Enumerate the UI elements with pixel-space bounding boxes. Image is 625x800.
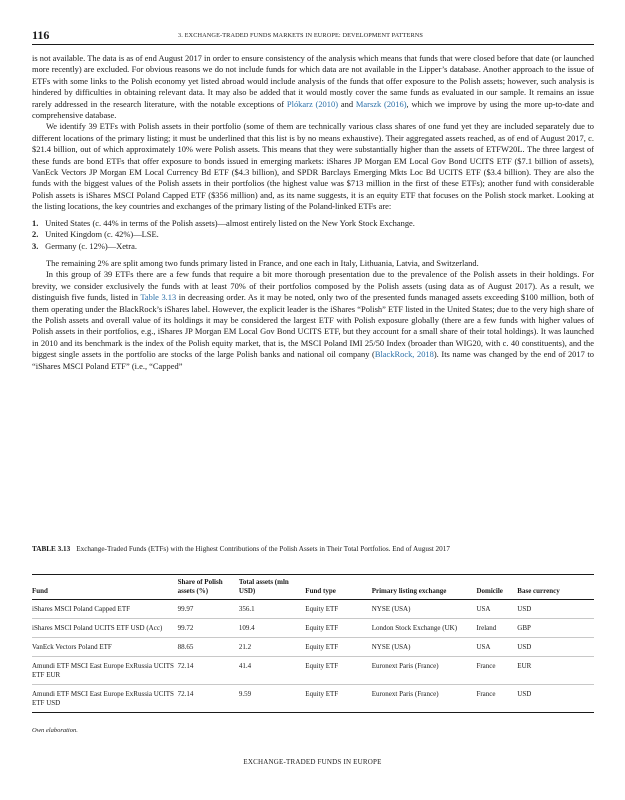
table-header-row — [32, 575, 594, 600]
table-source-note: Own elaboration. — [32, 727, 78, 734]
table-cell: 109.4 — [238, 624, 255, 632]
table-caption — [32, 545, 592, 555]
table-cell: London Stock Exchange (UK) — [371, 624, 458, 632]
table-cell: Equity ETF — [305, 662, 339, 670]
table-cell: USD — [517, 690, 532, 698]
table-cell: 88.65 — [177, 643, 194, 651]
column-header: Total assets (mln USD) — [238, 578, 289, 595]
table-row — [32, 619, 594, 638]
table-cell: 72.14 — [177, 690, 194, 698]
body-text — [32, 53, 594, 372]
table-cell: 72.14 — [177, 662, 194, 670]
paragraph-1: is not available. The data is as of end August 2017 in order to ensure consistency of the analysis which means that funds that were closed before that date (or launched more recently) are excluded. For obvious reasons we do not include funds for which data are not available in the Lipper’s database. Another approach to the issue of ETFs with some links to the Polish economy yet listed abroad would include analysis of the funds that offer exposure to the Polish assets; however, such analysis is hindered by difficulties in obtaining relevant data. It may also be added that it would mostly cover the same funds as evaluated in our sample. It remains an issue rarely addressed in the research literature, with the notable exceptions of Plókarz (2010) and Marszk (2016), which we improve by using the more up-to-date and comprehensive database. — [32, 53, 594, 121]
listing-countries-list — [32, 218, 594, 252]
table-row — [32, 685, 594, 713]
table-cell: NYSE (USA) — [371, 605, 411, 613]
list-item: 1. United States (c. 44% in terms of the Polish assets)—almost entirely listed on the New York Stock Exchange. — [32, 217, 415, 228]
table-cell: NYSE (USA) — [371, 643, 411, 651]
table-cell: 356.1 — [238, 605, 255, 613]
page-number: 116 — [32, 28, 50, 42]
table-cell: USA — [476, 643, 491, 651]
table-row — [32, 600, 594, 619]
table-reference-link[interactable]: Table 3.13 — [140, 292, 177, 303]
table-label: TABLE 3.13 — [32, 545, 71, 553]
column-header: Fund — [32, 587, 48, 595]
table-cell: 99.72 — [177, 624, 194, 632]
table-cell: 21.2 — [238, 643, 252, 651]
citation-link-marszk[interactable]: Marszk (2016) — [355, 98, 407, 109]
table-cell: Equity ETF — [305, 624, 339, 632]
paragraph-3: The remaining 2% are split among two funds primary listed in France, and one each in Italy, Lithuania, Latvia, and Switzerland. — [46, 257, 479, 268]
paragraph-4: In this group of 39 ETFs there are a few funds that require a bit more thorough presentation due to the prevalence of the Polish assets in their holdings. For brevity, we consider exclusively the funds with at least 70% of their portfolios composed by the Polish assets (using data as of August 2017). As a result, we distinguish five funds, listed in Table 3.13 in decreasing order. As it may be noted, only two of the presented funds managed assets exceeding $100 million, both of them operating under the BlackRock’s iShares label. However, the explicit leader is the iShares “Polish” ETF listed in the United States; due to the very high share of the Polish assets and overall value of its holdings it may be considered the largest ETF with Polish exposure globally (there are a few funds with higher values of Polish assets in their portfolios, e.g., iShares JP Morgan EM Local Gov Bond UCITS ETF, but they account for a small share of their total holdings). It was launched in 2010 and its benchmark is the index of the Polish equity market, that is, the MSCI Poland IMI 25/50 Index (broader than WIG20, with c. 40 constituents), and the biggest single assets in the portfolio are stocks of the large Polish banks and national oil company (BlackRock, 2018). Its name was changed by the end of 2017 to “iShares MSCI Poland ETF” (i.e., “Capped” — [32, 269, 594, 371]
table-row — [32, 657, 594, 685]
table-cell: GBP — [517, 624, 531, 632]
column-header: Fund type — [305, 587, 336, 595]
table-cell: Euronext Paris (France) — [371, 662, 439, 670]
column-header: Base currency — [517, 587, 560, 595]
running-head: 3. EXCHANGE-TRADED FUNDS MARKETS IN EUROPE: DEVELOPMENT PATTERNS — [178, 32, 423, 39]
table-cell: Ireland — [476, 624, 497, 632]
table-cell: France — [476, 662, 496, 670]
table-cell: Euronext Paris (France) — [371, 690, 439, 698]
column-header: Share of Polish assets (%) — [177, 578, 223, 595]
table-cell: Amundi ETF MSCI East Europe ExRussia UCITS ETF EUR — [32, 662, 174, 679]
table-cell: 99.97 — [177, 605, 194, 613]
list-item: 2. United Kingdom (c. 42%)—LSE. — [32, 229, 159, 240]
column-header: Primary listing exchange — [371, 587, 447, 595]
list-item: 3. Germany (c. 12%)—Xetra. — [32, 240, 137, 251]
table-cell: Equity ETF — [305, 690, 339, 698]
paragraph-2: We identify 39 ETFs with Polish assets in their portfolio (some of them are technically various class shares of one fund yet they are included separately due to different locations of the primary listing; it must be underlined that this list is by no means exhaustive). Their aggregated assets reached, as of end of August 2017, c. $21.4 billion, out of which approximately 10% were Polish assets. This means that they were substantially higher than the assets of ETFW20L. The three largest of these funds are bond ETFs that offer exposure to bonds issued in emerging markets: iShares JP Morgan EM Local Gov Bond UCITS ETF ($7.1 billion of assets), VanEck Vectors JP Morgan EM Local Currency Bd ETF ($4.3 billion), and SPDR Barclays Emerging Mkts Loc Bd UCITS ETF ($3.4 billion). They are also the funds with the biggest values of the Polish assets in their portfolios (the highest value was $713 million in the first of these ETFs); another fund with considerable Polish assets is iShares MSCI Poland Capped ETF ($356 million) and, as its name suggests, it is an equity ETF that focuses on the Polish stock market. Looking at the listing locations, the key countries and exchanges of the primary listing of the Poland-linked ETFs are: — [32, 121, 594, 212]
table-cell: USD — [517, 605, 532, 613]
table-cell: 41.4 — [238, 662, 252, 670]
column-header: Domicile — [476, 587, 503, 595]
table-cell: Amundi ETF MSCI East Europe ExRussia UCITS ETF USD — [32, 690, 174, 707]
table-cell: France — [476, 690, 496, 698]
citation-link-plokarz[interactable]: Plókarz (2010) — [286, 98, 339, 109]
table-cell: Equity ETF — [305, 643, 339, 651]
table-title: Exchange-Traded Funds (ETFs) with the Highest Contributions of the Polish Assets in Their Total Portfolios. End of August 2017 — [76, 545, 450, 553]
table-cell: Equity ETF — [305, 605, 339, 613]
table-cell: 9.59 — [238, 690, 252, 698]
citation-link-blackrock[interactable]: BlackRock, 2018 — [374, 349, 434, 360]
page-header — [32, 30, 594, 45]
page-footer: EXCHANGE-TRADED FUNDS IN EUROPE — [243, 758, 382, 766]
table-cell: VanEck Vectors Poland ETF — [32, 643, 112, 651]
table-cell: USA — [476, 605, 491, 613]
table-cell: iShares MSCI Poland Capped ETF — [32, 605, 130, 613]
table-cell: iShares MSCI Poland UCITS ETF USD (Acc) — [32, 624, 163, 632]
etf-table — [32, 574, 594, 713]
table-row — [32, 638, 594, 657]
table-cell: USD — [517, 643, 532, 651]
table-cell: EUR — [517, 662, 532, 670]
